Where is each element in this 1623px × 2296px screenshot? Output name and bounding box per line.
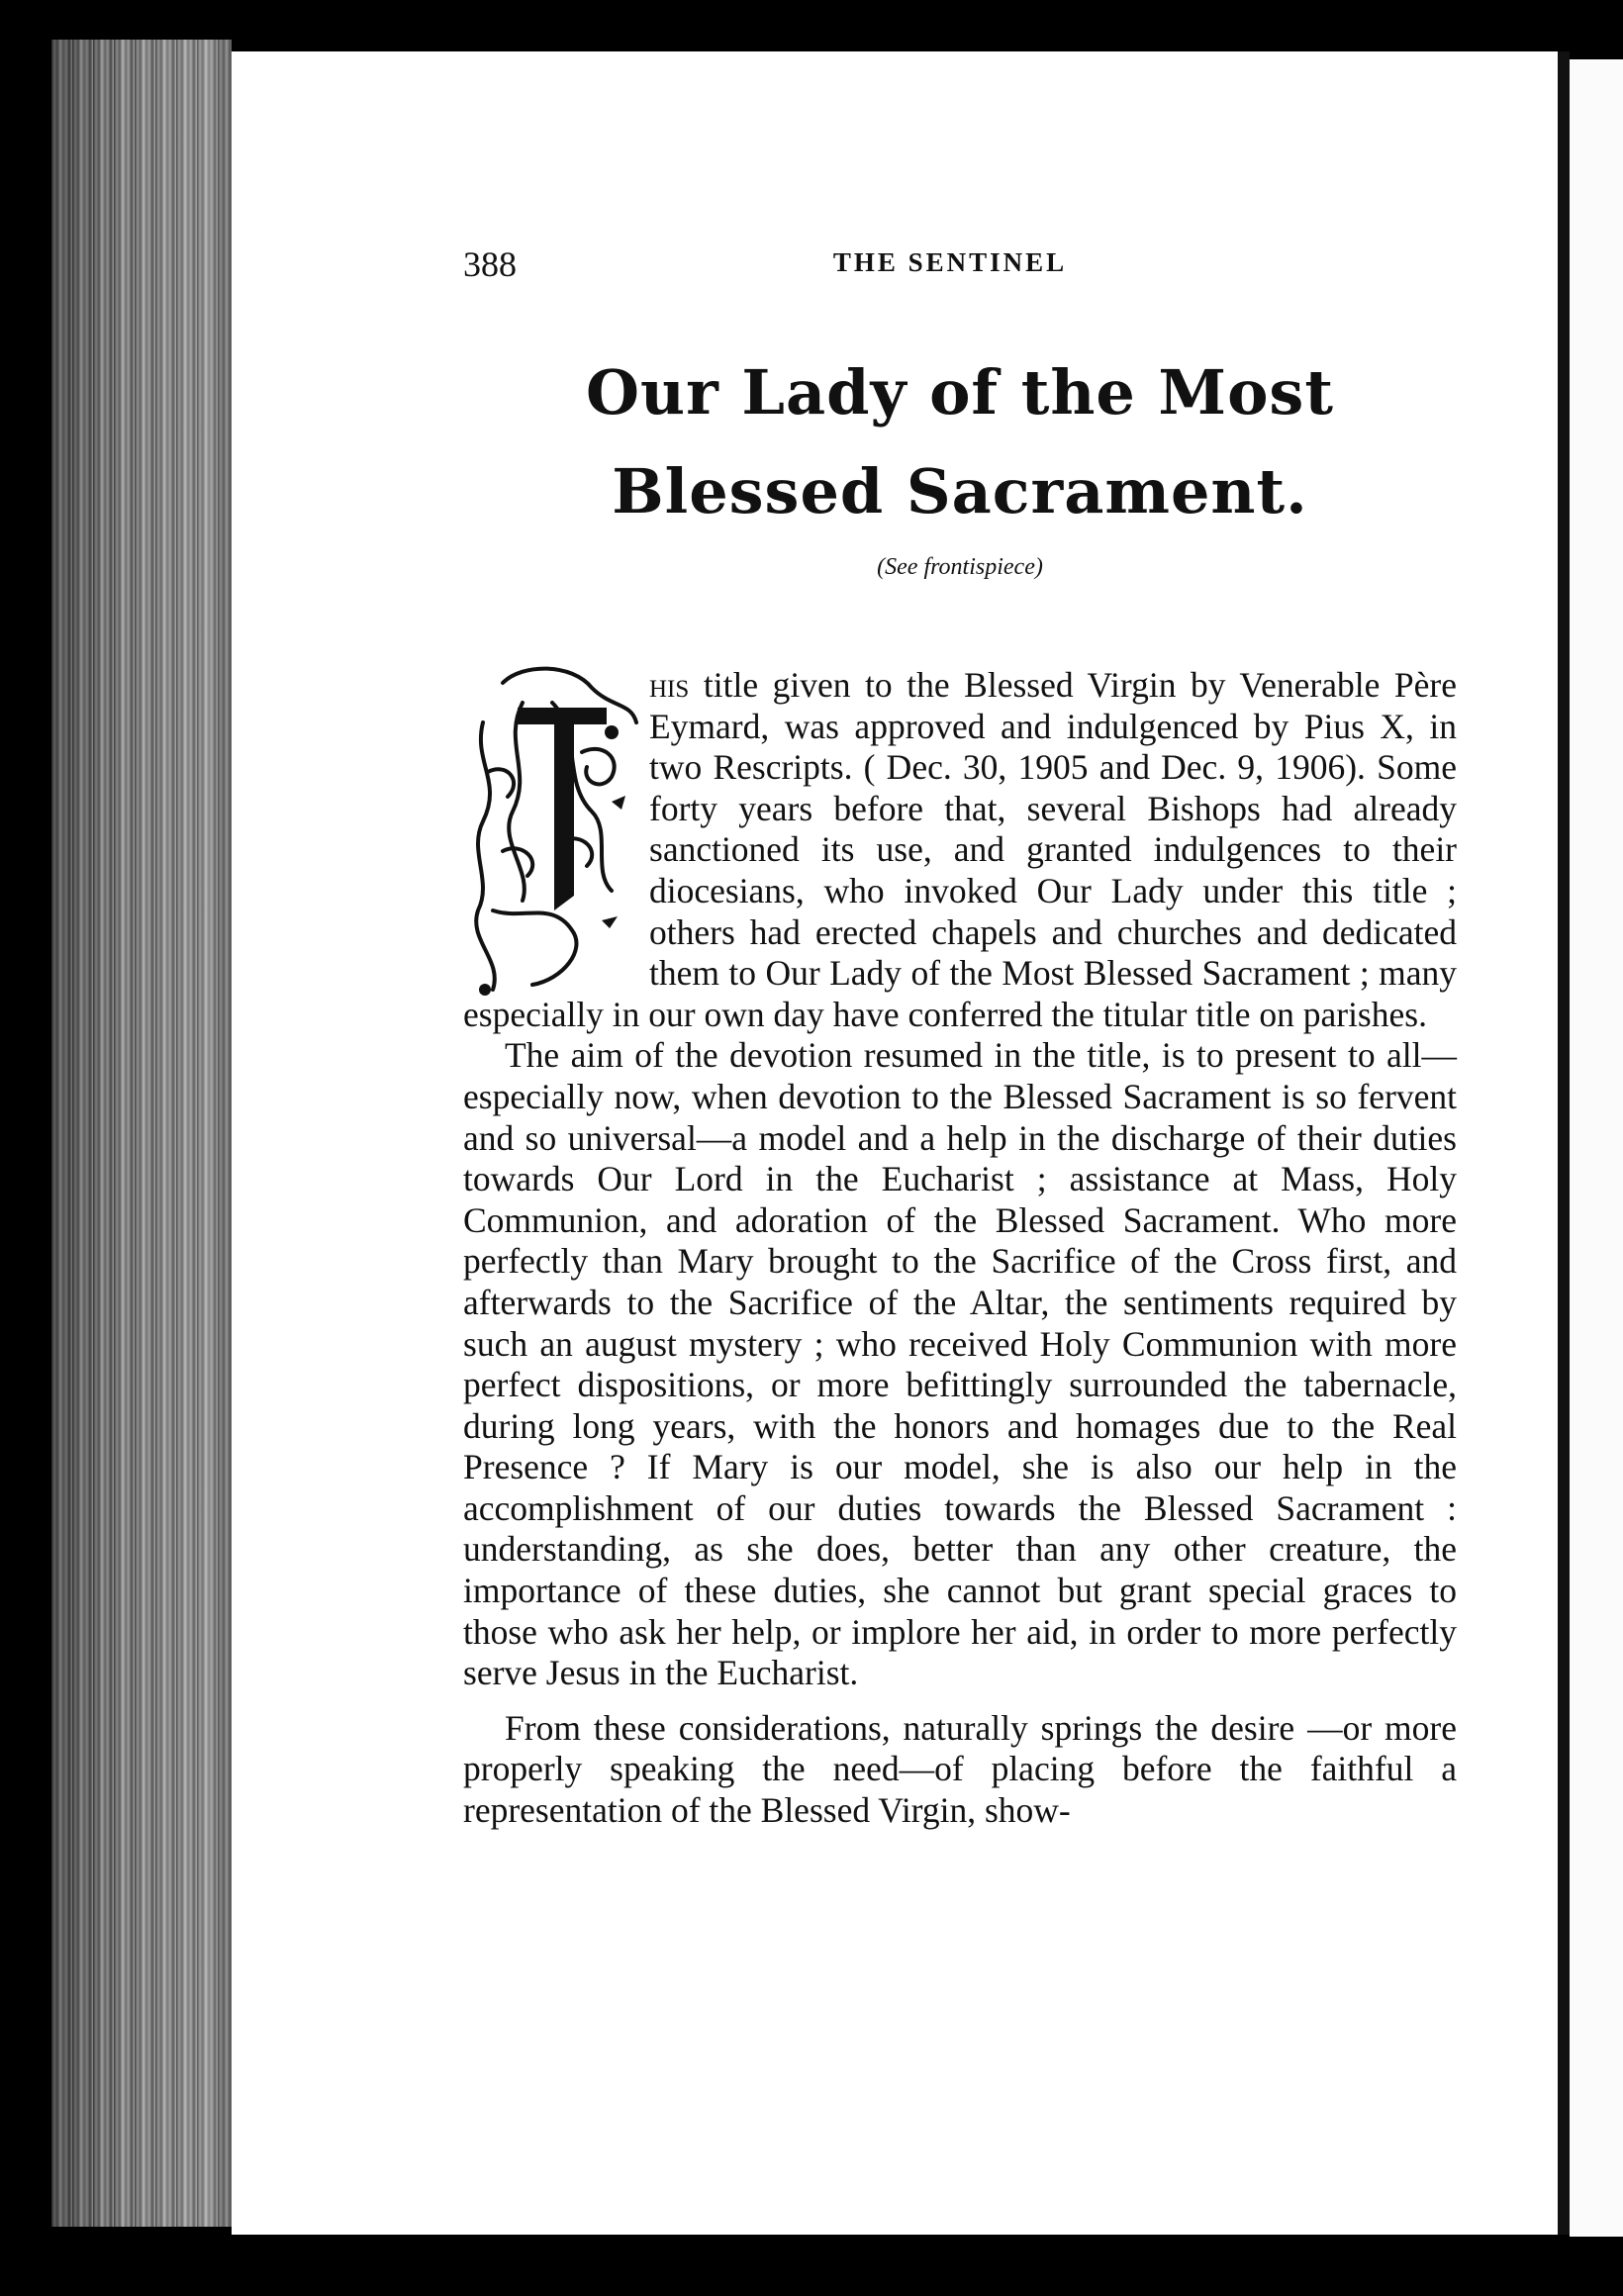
page-number: 388 (463, 244, 517, 284)
article-title-line-1: Our Lady of the Most (586, 356, 1334, 429)
article-body (463, 665, 1457, 1832)
paragraph-1-text: title given to the Blessed Virgin by Venerable Père Eymard, was approved and indulgenced by Pius X, in two Rescripts. ( Dec. 30, 1905 and Dec. 9, 1906). Some forty years before that, several Bishops had already sanctioned its use, and granted indulgences to their diocesians, who invoked Our Lady under this title ; others had erected chapels and churches and dedicated them to Our Lady of the Most Blessed Sacrament ; many especially in our own day have conferred the titular title on parishes. (463, 665, 1457, 1034)
paragraph-2: The aim of the devotion resumed in the title, is to present to all—especially now, when devotion to the Blessed Sacrament is so fervent and so universal—a model and a help in the discharge of their duties towards Our Lord in the Eucharist ; assistance at Mass, Holy Communion, and adoration of the Blessed Sacrament. Who more perfectly than Mary brought to the Sacrifice of the Cross first, and afterwards to the Sacrifice of the Altar, the sentiments required by such an august mystery ; who received Holy Communion with more perfect dispositions, or more befittingly surrounded the tabernacle, during long years, with the honors and homages due to the Real Presence ? If Mary is our model, she is also our help in the accomplishment of our duties towards the Blessed Sacrament : understanding, as she does, better than any other creature, the importance of these duties, she cannot but grant special graces to those who ask her help, or implore her aid, in order to more perfectly serve Jesus in the Eucharist. (463, 1035, 1457, 1693)
article-title-line-2: Blessed Sacrament. (612, 455, 1308, 527)
gutter-shadow (1558, 51, 1570, 2235)
facing-page-edge (1570, 59, 1623, 2237)
running-title: THE SENTINEL (832, 247, 1068, 277)
page-edges (51, 40, 232, 2227)
drop-cap-space (463, 665, 643, 994)
frontispiece-note: (See frontispiece) (877, 554, 1043, 580)
opening-words: his (649, 665, 690, 705)
paragraph-1 (463, 665, 1457, 1035)
paragraph-3: From these considerations, naturally springs the desire —or more properly speaking the need—of placing before the faithful a representation of the Blessed Virgin, show- (463, 1707, 1457, 1831)
